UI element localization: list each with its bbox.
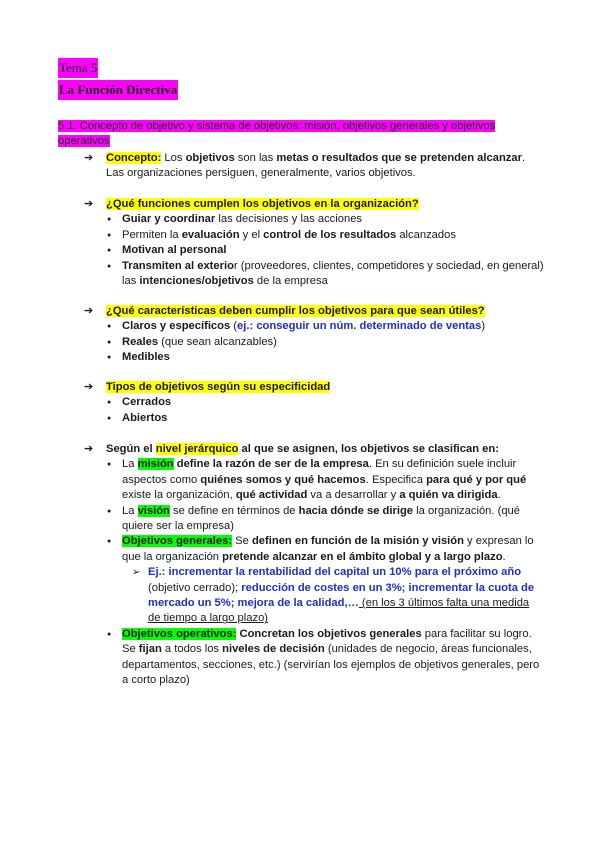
list-item: ● Medibles xyxy=(106,350,544,365)
funciones-question: ¿Qué funciones cumplen los objetivos en la organización? xyxy=(106,198,419,210)
list-item: ● Reales (que sean alcanzables) xyxy=(106,335,544,350)
list-item: ● Abiertos xyxy=(106,411,544,426)
caracteristicas-list xyxy=(106,319,544,365)
sub-arrow-icon: ➢ xyxy=(132,567,141,579)
list-item-operativos: ● Objetivos operativos: Concretan los objetivos generales para facilitar su logro. Se fijan a todos los niveles de decisión (unidades de negocio, áreas funcionales, departamentos, secciones, etc.) (servirían los ejemplos de objetivos generales, pero a corto plazo) xyxy=(106,627,544,689)
list-item-generales: ● Objetivos generales: Se definen en función de la misión y visión y expresan lo que la organización pretende alcanzar en el ámbito global y a largo plazo. ➢ Ej.: incrementar la rentabilidad del capital un 10% para el próximo año (objetivo cerrado); reducción de costes en un 3%; incrementar la cuota de mercado un 5%; mejora de la calidad,… (en los 3 últimos falta una medida de tiempo a largo plazo) xyxy=(106,534,544,626)
arrow-icon: ➔ xyxy=(84,152,94,164)
caracteristicas-question: ¿Qué características deben cumplir los objetivos para que sean útiles? xyxy=(106,305,485,317)
document-header xyxy=(58,58,178,102)
list-item: ● Claros y específicos (ej.: conseguir un núm. determinado de ventas) xyxy=(106,319,544,334)
arrow-icon: ➔ xyxy=(84,305,94,317)
list-item: ● Transmiten al exterior (proveedores, clientes, competidores y sociedad, en general) las intenciones/objetivos de la empresa xyxy=(106,259,544,290)
list-item: ● Cerrados xyxy=(106,395,544,410)
section-heading xyxy=(58,119,518,149)
section-heading-text: 5.1. Concepto de objetivo y sistema de objetivos: misión, objetivos generales y objetivos operativos xyxy=(58,120,496,147)
nivel-highlight: nivel jerárquico xyxy=(155,443,239,455)
tema-label: Tema 5 xyxy=(58,58,98,78)
funciones-item xyxy=(84,197,544,289)
caracteristicas-item xyxy=(84,304,544,366)
generales-example: ➢ Ej.: incrementar la rentabilidad del capital un 10% para el próximo año (objetivo cerrado); reducción de costes en un 3%; incrementar la cuota de mercado un 5%; mejora de la calidad,… (en los 3 últimos falta una medida de tiempo a largo plazo) xyxy=(132,566,535,625)
document-title: La Función Directiva xyxy=(58,80,178,100)
list-item: ● Guiar y coordinar las decisiones y las acciones xyxy=(106,212,544,227)
tipos-list xyxy=(106,395,544,426)
list-item: ● Permiten la evaluación y el control de los resultados alcanzados xyxy=(106,228,544,243)
concepto-item: ➔ Concepto: Los objetivos son las metas o resultados que se pretenden alcanzar. Las organizaciones persiguen, generalmente, varios objetivos. xyxy=(84,152,526,180)
tipos-item xyxy=(84,380,544,426)
funciones-list xyxy=(106,212,544,289)
nivel-list xyxy=(106,457,544,688)
list-item-mision: ● La misión define la razón de ser de la empresa. En su definición suele incluir aspectos como quiénes somos y qué hacemos. Especifica para qué y por qué existe la organización, qué actividad va a desarrollar y a quién va dirigida. xyxy=(106,457,544,503)
arrow-icon: ➔ xyxy=(84,198,94,210)
nivel-item: ➔ Según el nivel jerárquico al que se asignen, los objetivos se clasifican en: ● La misión define la razón de ser de la empresa. En su definición suele incluir aspectos como quiénes somos y qué hacemos. Especifica para qué y por qué existe la organización, qué actividad va a desarrollar y a quién va dirigida. ● La visión se define en términos de hacia dónde se dirige la organización. (qué quiere ser la empresa) ● Objetivos generales: Se definen en función de la misión y visión y expresan lo que la organización pretende alcanzar en el ámbito global y a largo plazo. ➢ Ej.: incrementar la rentabilidad del capital un 10% para el próximo año (objetivo cerrado); reducción de costes en un 3%; incrementar la cuota de mercado un 5%; mejora de la calidad,… (en los 3 últimos falta una medida de tiempo a largo plazo) ● Objetivos operativos: Concretan los objetivos generales para facilitar su logro. Se fijan a todos los niveles de decisión (unidades de negocio, áreas funcionales, departamentos, secciones, etc.) (servirían los ejemplos de objetivos generales, pero a corto plazo) xyxy=(84,442,544,689)
concepto-label: Concepto: xyxy=(106,152,162,164)
arrow-icon: ➔ xyxy=(84,443,94,455)
list-item: ● Motivan al personal xyxy=(106,243,544,258)
tipos-question: Tipos de objetivos según su especificidad xyxy=(106,381,331,393)
list-item-vision: ● La visión se define en términos de hacia dónde se dirige la organización. (qué quiere ser la empresa) xyxy=(106,504,544,535)
arrow-icon: ➔ xyxy=(84,381,94,393)
